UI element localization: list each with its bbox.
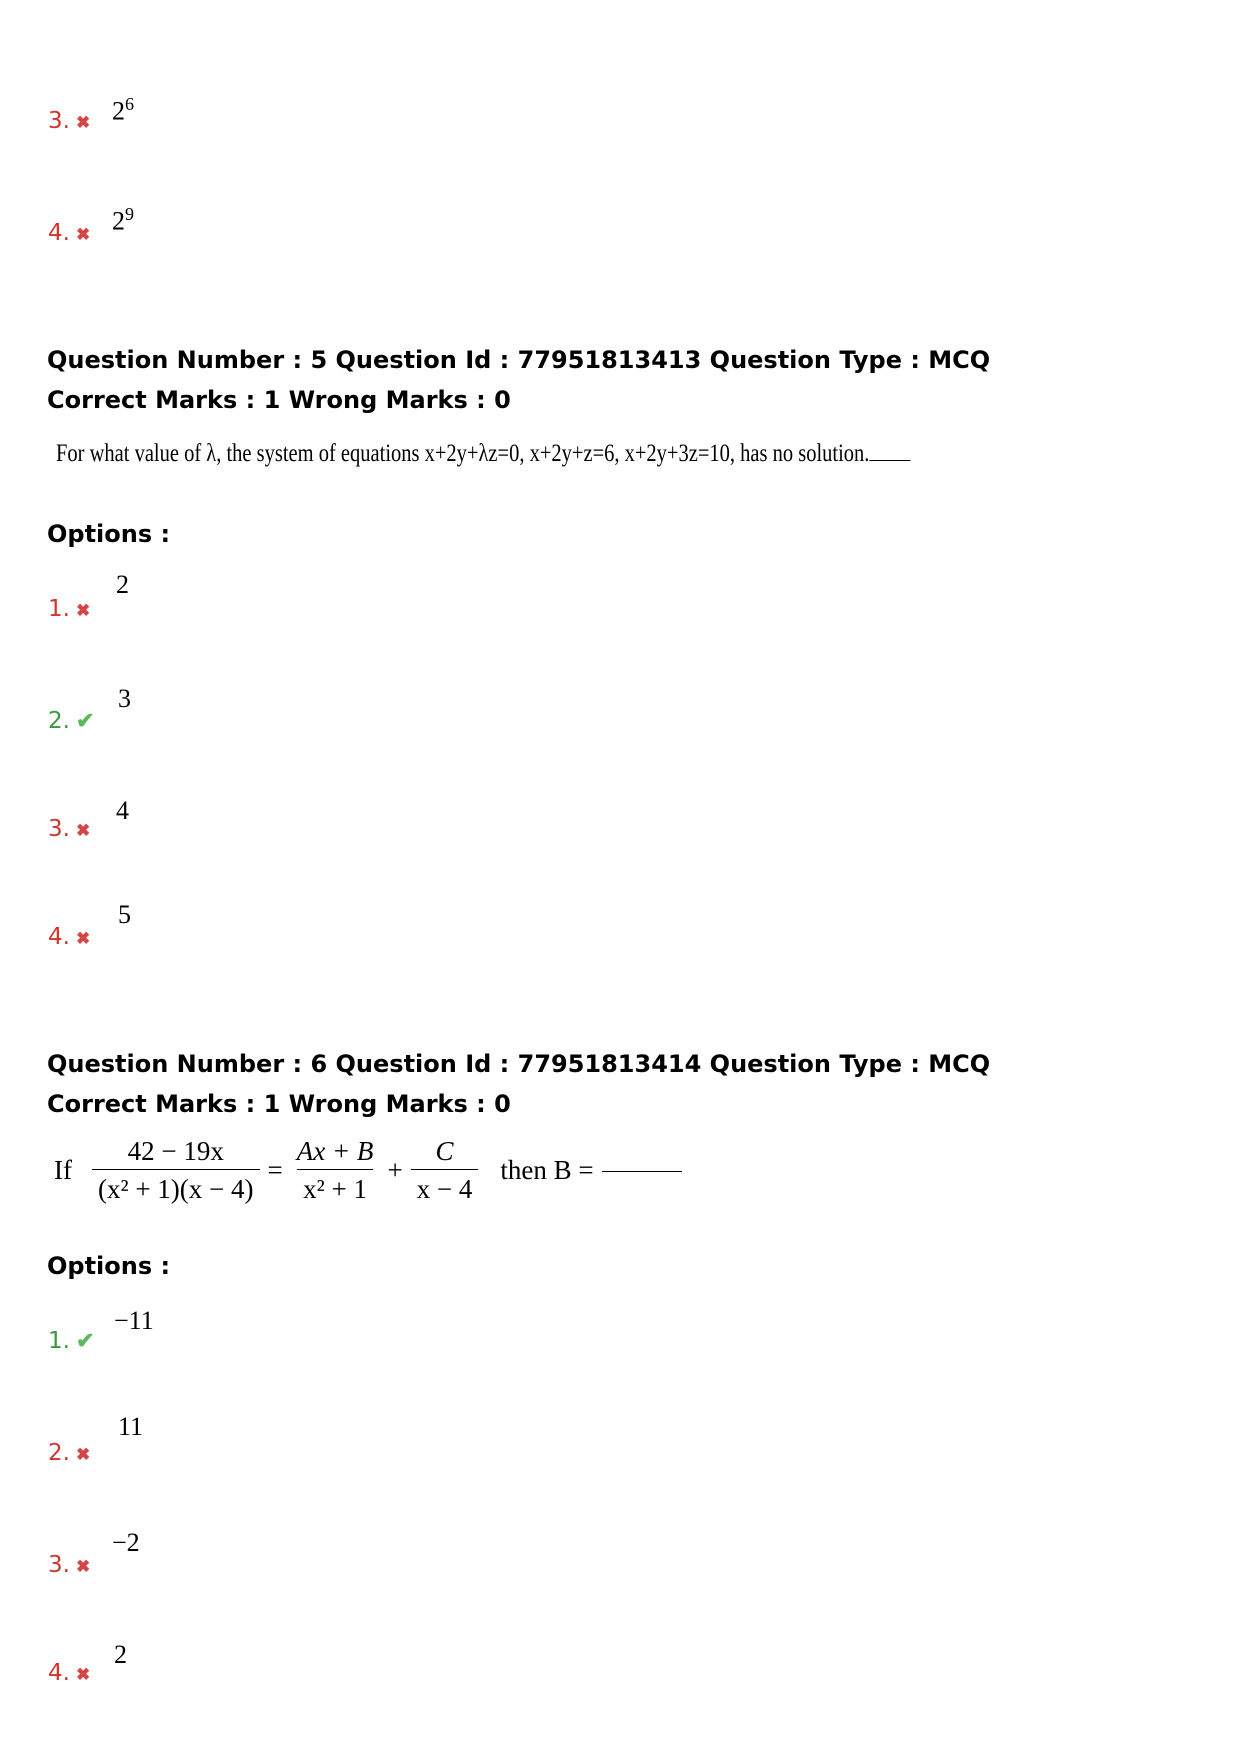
answer-blank bbox=[602, 1170, 682, 1172]
cross-icon: ✖ bbox=[75, 1665, 91, 1684]
option-number: 1. bbox=[48, 596, 70, 622]
cross-icon: ✖ bbox=[75, 1445, 91, 1464]
option-number: 2. bbox=[48, 1440, 70, 1466]
option-value: 4 bbox=[116, 796, 129, 825]
option-number: 3. bbox=[48, 816, 70, 842]
option-value: −11 bbox=[114, 1306, 154, 1335]
q5-option-3 bbox=[48, 816, 90, 842]
option-number: 3. bbox=[48, 108, 70, 134]
option-value: 5 bbox=[118, 900, 131, 929]
option-value: 2 bbox=[114, 1640, 127, 1669]
q6-option-3 bbox=[48, 1552, 90, 1578]
check-icon: ✔ bbox=[75, 1328, 95, 1353]
answer-blank bbox=[869, 459, 910, 461]
q6-stem: If $\frac{42 - 19x}{\text{(x² + 1)(x − 4)}}$ = $\frac{Ax + B}{\text{x² + 1}}$ + $\frac{C}{x - 4}$ then B = bbox=[54, 1136, 682, 1205]
prev-option-4 bbox=[48, 220, 90, 246]
option-number: 4. bbox=[48, 1660, 70, 1686]
prev-option-3 bbox=[48, 108, 90, 134]
lhs-fraction: $\frac{42 - 19x}{\text{(x² + 1)(x − 4)}}$ bbox=[92, 1136, 260, 1205]
q5-option-4 bbox=[48, 924, 90, 950]
q6-header: Question Number : 6 Question Id : 77951813414 Question Type : MCQ bbox=[47, 1050, 991, 1078]
cross-icon: ✖ bbox=[75, 821, 91, 840]
q5-marks: Correct Marks : 1 Wrong Marks : 0 bbox=[47, 386, 511, 414]
option-number: 4. bbox=[48, 220, 70, 246]
term2-fraction: $\frac{C}{x - 4}$ bbox=[411, 1136, 479, 1205]
q5-option-2 bbox=[48, 708, 94, 734]
option-number: 2. bbox=[48, 708, 70, 734]
cross-icon: ✖ bbox=[75, 601, 91, 620]
term1-fraction: $\frac{Ax + B}{\text{x² + 1}}$ bbox=[296, 1136, 374, 1204]
option-number: 1. bbox=[48, 1328, 70, 1354]
q6-marks: Correct Marks : 1 Wrong Marks : 0 bbox=[47, 1090, 511, 1118]
check-icon: ✔ bbox=[75, 708, 95, 733]
option-value: −2 bbox=[112, 1528, 140, 1557]
q5-option-1 bbox=[48, 596, 90, 622]
q6-option-2 bbox=[48, 1440, 90, 1466]
q5-header: Question Number : 5 Question Id : 77951813413 Question Type : MCQ bbox=[47, 346, 991, 374]
option-number: 3. bbox=[48, 1552, 70, 1578]
option-value: 2 bbox=[116, 570, 129, 599]
option-value: $2^9$ bbox=[112, 204, 134, 236]
cross-icon: ✖ bbox=[75, 225, 91, 244]
option-value: 11 bbox=[118, 1412, 144, 1441]
cross-icon: ✖ bbox=[75, 113, 91, 132]
q5-options-label: Options : bbox=[47, 520, 171, 548]
q5-stem: For what value of λ, the system of equations x+2y+λz=0, x+2y+z=6, x+2y+3z=10, has no solution. bbox=[56, 440, 910, 468]
q6-options-label: Options : bbox=[47, 1252, 171, 1280]
cross-icon: ✖ bbox=[75, 929, 91, 948]
cross-icon: ✖ bbox=[75, 1557, 91, 1576]
option-value: $2^6$ bbox=[112, 94, 134, 126]
q6-option-1 bbox=[48, 1328, 94, 1354]
q6-option-4 bbox=[48, 1660, 90, 1686]
option-value: 3 bbox=[118, 684, 131, 713]
option-number: 4. bbox=[48, 924, 70, 950]
